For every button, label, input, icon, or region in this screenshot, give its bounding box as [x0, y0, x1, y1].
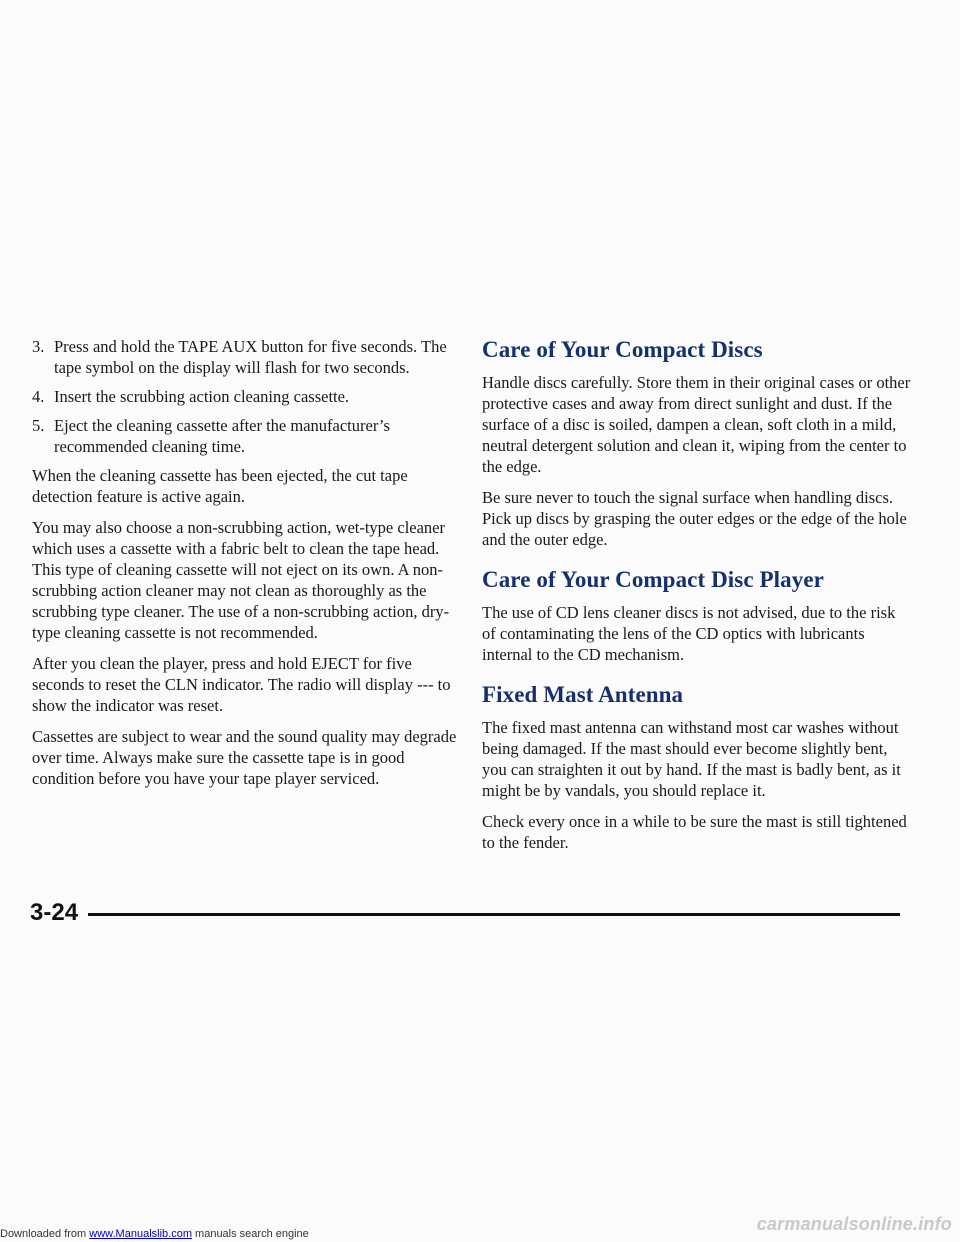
- footer-rule: [88, 913, 900, 916]
- download-watermark: [0, 1226, 400, 1242]
- body-paragraph: The fixed mast antenna can withstand most car washes without being damaged. If the mast should ever become slightly bent, you can straighten it out by hand. If the mast is badly bent, as it might be by vandals, you should replace it.: [482, 718, 901, 800]
- body-paragraph: When the cleaning cassette has been ejected, the cut tape detection feature is active again.: [32, 466, 408, 506]
- step-text: Insert the scrubbing action cleaning cassette.: [54, 387, 350, 406]
- body-paragraph: You may also choose a non-scrubbing action, wet-type cleaner which uses a cassette with a fabric belt to clean the tape head. This type of cleaning cassette will not eject on its own. A non-scrubbing action cleaner may not clean as thoroughly as the scrubbing type cleaner. The use of a non-scrubbing action, dry-type cleaning cassette is not recommended.: [32, 518, 450, 642]
- body-paragraph: After you clean the player, press and hold EJECT for five seconds to reset the CLN indicator. The radio will display --- to show the indicator was reset.: [32, 654, 451, 715]
- body-paragraph: Be sure never to touch the signal surface when handling discs. Pick up discs by grasping the outer edges or the edge of the hole and the outer edge.: [482, 488, 907, 549]
- section-heading-disc-player: Care of Your Compact Disc Player: [482, 567, 824, 592]
- body-paragraph: Cassettes are subject to wear and the sound quality may degrade over time. Always make sure the cassette tape is in good condition before you have your tape player serviced.: [32, 727, 457, 788]
- brand-watermark: carmanualsonline.info: [756, 1214, 952, 1234]
- section-heading-antenna: Fixed Mast Antenna: [482, 682, 684, 707]
- watermark-prefix: Downloaded from: [0, 1228, 90, 1240]
- cleaning-steps-list: [32, 336, 460, 457]
- section-heading-compact-discs: Care of Your Compact Discs: [482, 337, 763, 362]
- step-number: 3.: [32, 337, 45, 356]
- right-column: [482, 337, 912, 863]
- step-text: Press and hold the TAPE AUX button for five seconds. The tape symbol on the display will flash for two seconds.: [54, 337, 447, 377]
- step-number: 4.: [32, 387, 45, 406]
- step-item: [32, 336, 460, 378]
- manualslib-link[interactable]: www.Manualslib.com: [89, 1228, 192, 1240]
- step-item: [32, 386, 460, 407]
- watermark-suffix: manuals search engine: [191, 1228, 309, 1240]
- page-number: 3-24: [30, 899, 79, 926]
- body-paragraph: Check every once in a while to be sure the mast is still tightened to the fender.: [482, 812, 907, 852]
- body-paragraph: The use of CD lens cleaner discs is not advised, due to the risk of contaminating the lens of the CD optics with lubricants internal to the CD mechanism.: [482, 603, 896, 664]
- step-item: [32, 415, 460, 457]
- page-footer: [30, 898, 900, 928]
- left-column: [32, 336, 460, 799]
- step-text: Eject the cleaning cassette after the manufacturer’s recommended cleaning time.: [54, 416, 390, 456]
- step-number: 5.: [32, 416, 45, 435]
- body-paragraph: Handle discs carefully. Store them in their original cases or other protective cases and away from direct sunlight and dust. If the surface of a disc is soiled, dampen a clean, soft cloth in a mild, neutral detergent solution and clean it, wiping from the center to the edge.: [482, 373, 911, 476]
